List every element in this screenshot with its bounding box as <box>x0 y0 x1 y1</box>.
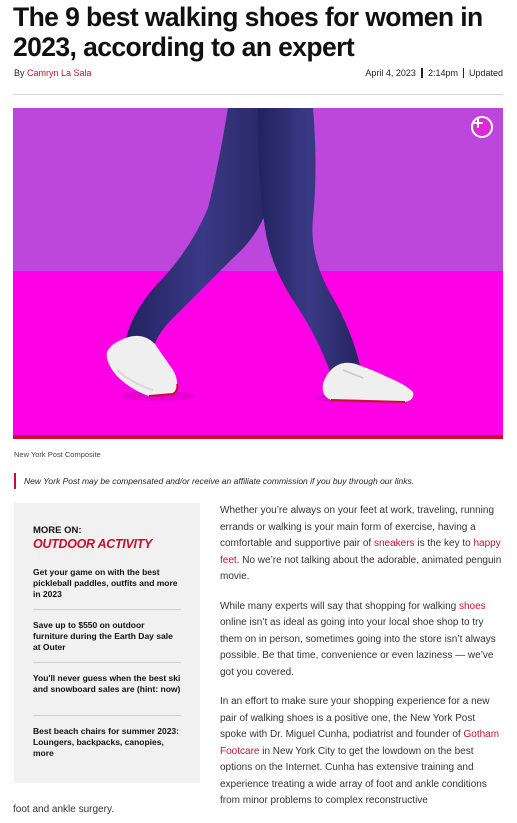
text: While many experts will say that shopping for walking <box>220 600 459 612</box>
byline-author <box>14 68 92 78</box>
article-body <box>220 503 503 823</box>
list-item[interactable]: Get your game on with the best pickleball paddles, outfits and more in 2023 <box>33 567 178 599</box>
article-headline: The 9 best walking shoes for women in 2023, according to an expert <box>13 2 483 62</box>
list-item[interactable]: Best beach chairs for summer 2023: Loungers, backpacks, canopies, more <box>33 715 181 768</box>
author-link[interactable]: Camryn La Sala <box>27 68 92 78</box>
sneakers-link[interactable]: sneakers <box>373 538 415 549</box>
plus-icon <box>473 118 483 128</box>
text: . No we’re not talking about the adorable, animated penguin movie. <box>220 554 502 582</box>
walking-legs-illustration <box>13 108 503 437</box>
text: Whether you’re always on your feet at work, traveling, running errands or walking is your main form of exercise, having a comfortable and supportive pair of <box>220 505 495 549</box>
more-on-label: MORE ON: <box>33 525 82 536</box>
paragraph <box>220 599 503 682</box>
affiliate-disclaimer: New York Post may be compensated and/or receive an affiliate commission if you buy through our links. <box>14 473 414 489</box>
text: in New York City to get the lowdown on the best options on the Internet. Cunha has extensive training and experience treating a wide array of foot and ankle conditions from minor problems to complex reconstructive <box>220 745 487 806</box>
more-on-topic-link[interactable]: OUTDOOR ACTIVITY <box>33 537 153 551</box>
updated-label: Updated <box>468 68 503 78</box>
text: In an effort to make sure your shopping experience for a new pair of walking shoes is a positive one, the New York Post spoke with Dr. Miguel Cunha, podiatrist and founder of <box>220 696 490 740</box>
paragraph-continuation: foot and ankle surgery. <box>13 804 114 815</box>
hero-image[interactable] <box>13 108 503 437</box>
shoes-link[interactable]: shoes <box>459 600 486 612</box>
publish-date: April 4, 2023 <box>365 68 416 78</box>
divider <box>463 68 464 78</box>
paragraph <box>220 694 503 810</box>
list-item[interactable]: Save up to $550 on outdoor furniture during the Earth Day sale at Outer <box>33 609 181 662</box>
hero-accent-bar <box>13 435 503 439</box>
byline-prefix: By <box>14 68 25 78</box>
expand-image-button[interactable] <box>471 116 493 138</box>
image-caption: New York Post Composite <box>14 450 101 459</box>
divider <box>421 68 423 78</box>
more-on-sidebar <box>14 503 200 783</box>
happy-feet-link[interactable]: happy feet <box>220 538 501 566</box>
gotham-footcare-link[interactable]: Gotham Footcare <box>220 729 500 757</box>
byline-timestamp <box>365 68 503 78</box>
header-divider <box>13 94 503 95</box>
text: is the key to <box>414 538 474 549</box>
text: online isn’t as ideal as going into your local shoe shop to try them on in person, sometimes going into the store isn’t always possible. Be that time, convenience or even laziness — we’ve got you covered. <box>220 617 496 678</box>
publish-time: 2:14pm <box>427 68 458 78</box>
paragraph <box>220 503 503 586</box>
list-item[interactable]: You'll never guess when the best ski and snowboard sales are (hint: now) <box>33 662 181 715</box>
byline <box>14 68 503 82</box>
more-on-list <box>33 567 181 768</box>
